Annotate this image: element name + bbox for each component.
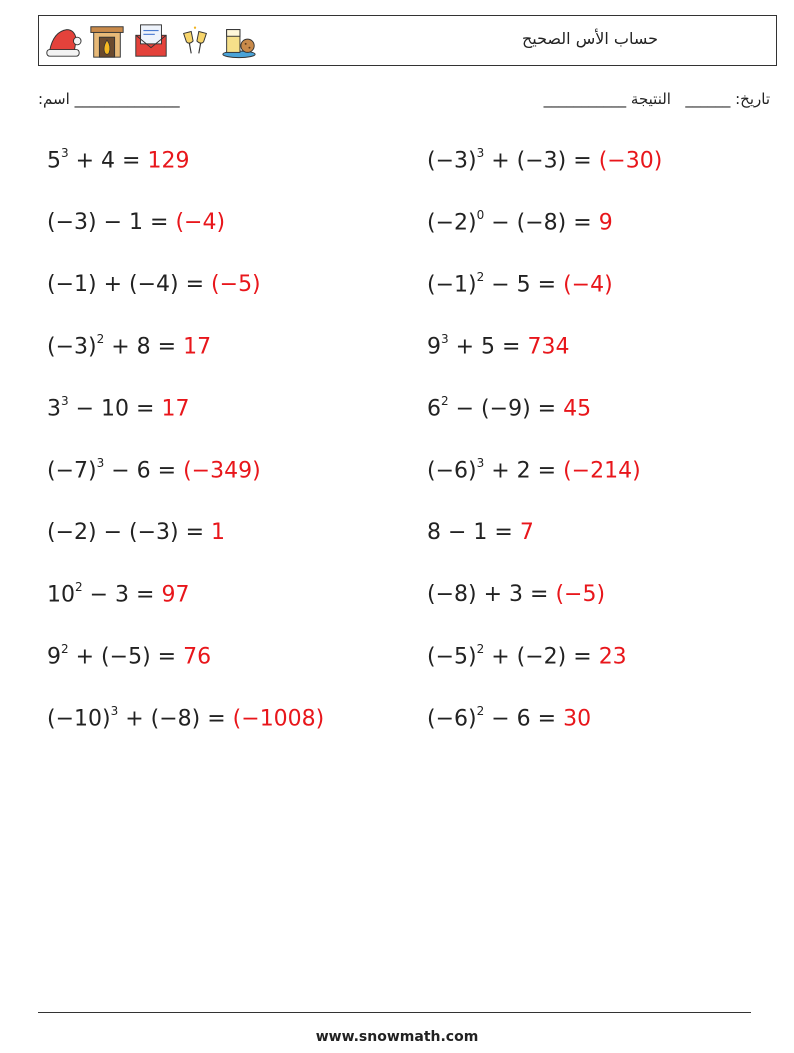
date-result-line (544, 90, 770, 108)
problem-expression: + (−5) = (68, 644, 184, 670)
header-icons (44, 22, 258, 60)
problem-answer: 76 (183, 644, 212, 670)
problem-base: (−10) (47, 706, 111, 732)
name-blank: ______________ (74, 90, 180, 108)
problem-item (427, 706, 591, 731)
problem-base: 5 (47, 148, 61, 174)
problem-exponent: 3 (61, 146, 69, 160)
problem-answer: (−5) (211, 272, 261, 297)
problem-expression: + (−8) = (118, 706, 233, 732)
problem-answer: 23 (598, 644, 627, 670)
problem-exponent: 2 (476, 704, 485, 718)
problem-exponent: 2 (476, 270, 485, 284)
name-label: اسم: (38, 90, 70, 108)
problem-base: (−3) (47, 334, 97, 360)
problem-expression: + 5 = (448, 334, 528, 360)
problem-answer: (−214) (563, 458, 641, 484)
problem-item (47, 582, 189, 607)
problem-base: (−3) (427, 148, 477, 174)
problem-expression: − 3 = (82, 582, 162, 608)
problem-item (427, 520, 534, 545)
problem-expression: − 6 = (484, 706, 564, 732)
problem-exponent: 0 (476, 208, 485, 222)
problem-answer: 30 (563, 706, 592, 732)
problem-base: 10 (47, 582, 75, 608)
problem-expression: + 4 = (68, 148, 148, 174)
footer-url: www.snowmath.com (315, 1029, 479, 1045)
problem-answer: 129 (147, 148, 190, 174)
problem-expression: + 2 = (484, 458, 564, 484)
problem-base: (−3) − 1 = (47, 210, 176, 235)
problem-item (47, 334, 211, 359)
problem-item (47, 210, 225, 235)
problem-base: 9 (427, 334, 441, 360)
problem-exponent: 2 (75, 580, 83, 594)
problem-base: (−2) − (−3) = (47, 520, 212, 545)
problem-exponent: 3 (96, 456, 105, 470)
problem-item (427, 582, 605, 607)
problem-answer: 1 (211, 520, 226, 545)
problem-item (47, 272, 261, 297)
problem-base: (−2) (427, 210, 477, 236)
problem-base: 8 − 1 = (427, 520, 520, 545)
problem-item (427, 148, 662, 173)
fireplace-icon (88, 22, 126, 60)
problem-answer: 45 (563, 396, 592, 422)
problem-exponent: 3 (441, 332, 449, 346)
problem-item (427, 644, 627, 669)
champagne-glasses-icon (176, 22, 214, 60)
problem-answer: (−30) (598, 148, 663, 174)
problem-answer: 7 (519, 520, 534, 545)
problem-base: (−6) (427, 706, 477, 732)
problem-expression: − (−8) = (484, 210, 599, 236)
problem-base: (−1) (427, 272, 477, 298)
problem-expression: − 6 = (104, 458, 184, 484)
result-label: النتيجة (630, 90, 671, 108)
page-title: حساب الأس الصحيح (521, 29, 658, 48)
problem-item (427, 272, 613, 297)
problem-answer: (−1008) (232, 706, 325, 732)
problem-item (427, 210, 613, 235)
problem-answer: (−4) (563, 272, 613, 298)
date-label: تاريخ: (735, 90, 770, 108)
problem-base: 9 (47, 644, 61, 670)
santa-hat-icon (44, 22, 82, 60)
problem-item (427, 334, 569, 359)
footer-divider (38, 1012, 751, 1013)
problem-base: (−6) (427, 458, 477, 484)
problem-answer: 9 (598, 210, 613, 236)
problem-item (47, 396, 189, 421)
problem-item (47, 458, 261, 483)
problem-exponent: 2 (441, 394, 449, 408)
problem-item (47, 644, 211, 669)
problem-answer: 734 (527, 334, 570, 360)
problem-exponent: 2 (476, 642, 485, 656)
problem-exponent: 2 (61, 642, 69, 656)
problem-base: (−7) (47, 458, 97, 484)
problem-base: (−5) (427, 644, 477, 670)
problem-item (427, 458, 641, 483)
worksheet-header (38, 15, 777, 66)
problem-expression: + (−2) = (484, 644, 599, 670)
problem-answer: 17 (183, 334, 212, 360)
problem-item (47, 520, 225, 545)
problem-item (47, 148, 189, 173)
problem-item (47, 706, 324, 731)
problem-exponent: 2 (96, 332, 105, 346)
date-spacer (676, 90, 681, 108)
problem-answer: 97 (161, 582, 190, 608)
problem-expression: − (−9) = (448, 396, 564, 422)
problem-base: 6 (427, 396, 441, 422)
milk-and-cookies-icon (220, 22, 258, 60)
problem-exponent: 3 (476, 146, 485, 160)
name-line (38, 90, 180, 108)
problem-exponent: 3 (110, 704, 119, 718)
problem-base: (−1) + (−4) = (47, 272, 212, 297)
problem-expression: + (−3) = (484, 148, 599, 174)
result-blank: ___________ (543, 90, 627, 108)
problem-expression: + 8 = (104, 334, 184, 360)
problem-exponent: 3 (476, 456, 485, 470)
problem-base: 3 (47, 396, 61, 422)
problem-base: (−8) + 3 = (427, 582, 556, 607)
problem-exponent: 3 (61, 394, 69, 408)
date-blank: ______ (685, 90, 731, 108)
problem-item (427, 396, 591, 421)
problem-answer: 17 (161, 396, 190, 422)
problem-answer: (−349) (183, 458, 261, 484)
problem-expression: − 10 = (68, 396, 162, 422)
problem-expression: − 5 = (484, 272, 564, 298)
problem-answer: (−4) (175, 210, 226, 235)
christmas-letter-icon (132, 22, 170, 60)
problem-answer: (−5) (555, 582, 606, 607)
